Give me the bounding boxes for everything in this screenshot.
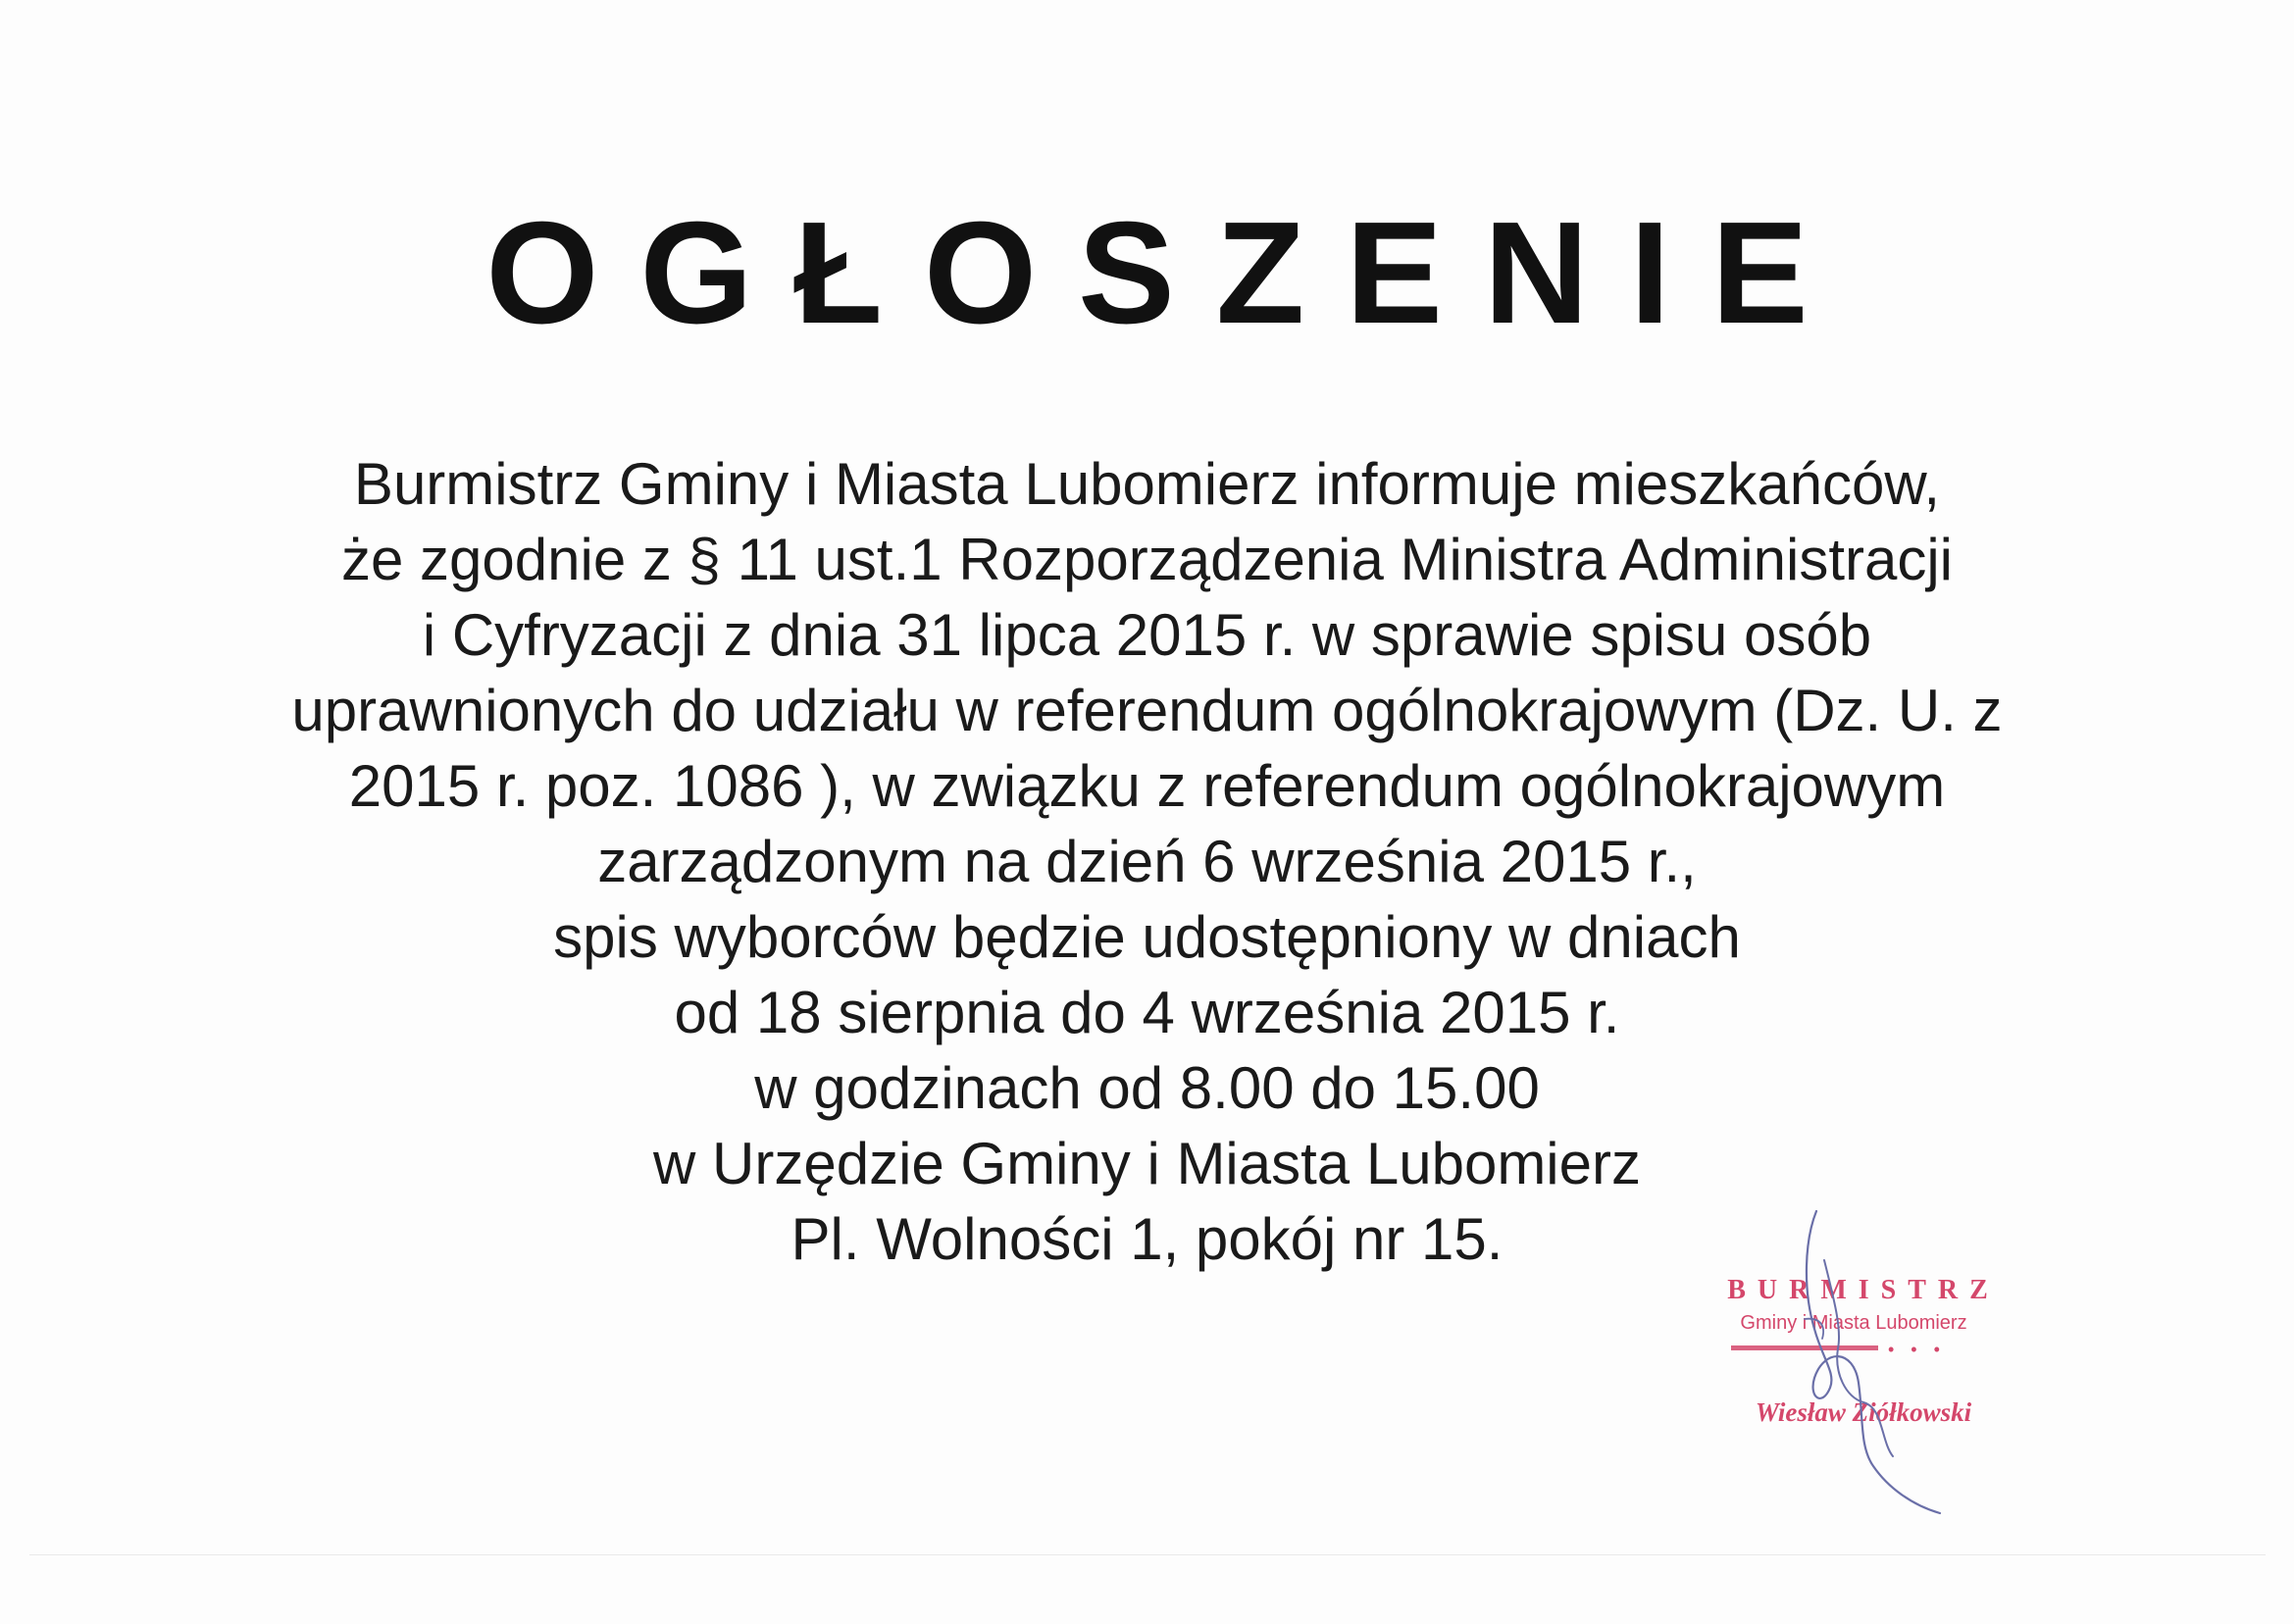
stamp-title: BURMISTRZ (1727, 1275, 2000, 1305)
stamp-name: Wiesław Ziółkowski (1755, 1397, 1972, 1427)
document-title: OGŁOSZENIE (485, 192, 1850, 354)
body-line: zarządzonym na dzień 6 września 2015 r., (597, 829, 1697, 894)
body-line: i Cyfryzacji z dnia 31 lipca 2015 r. w sprawie spisu osób (422, 602, 1872, 668)
body-line: uprawnionych do udziału w referendum ogólnokrajowym (Dz. U. z (291, 678, 2003, 743)
body-line: od 18 sierpnia do 4 września 2015 r. (674, 980, 1620, 1045)
body-line: 2015 r. poz. 1086 ), w związku z referendum ogólnokrajowym (348, 753, 1946, 819)
body-line: Burmistrz Gminy i Miasta Lubomierz informuje mieszkańców, (353, 451, 1941, 517)
stamp-subtitle: Gminy i Miasta Lubomierz (1740, 1312, 1967, 1334)
handwritten-signature (1765, 1201, 1981, 1525)
scan-edge-line (29, 1554, 2266, 1555)
body-line: w Urzędzie Gminy i Miasta Lubomierz (653, 1131, 1641, 1196)
body-line: Pl. Wolności 1, pokój nr 15. (790, 1206, 1504, 1272)
body-line: w godzinach od 8.00 do 15.00 (754, 1055, 1540, 1121)
announcement-body (147, 446, 2147, 1277)
body-line: spis wyborców będzie udostępniony w dniach (553, 904, 1741, 970)
body-line: że zgodnie z § 11 ust.1 Rozporządzenia Ministra Administracji (340, 527, 1954, 592)
stamp-dots: • • • (1888, 1340, 1946, 1359)
